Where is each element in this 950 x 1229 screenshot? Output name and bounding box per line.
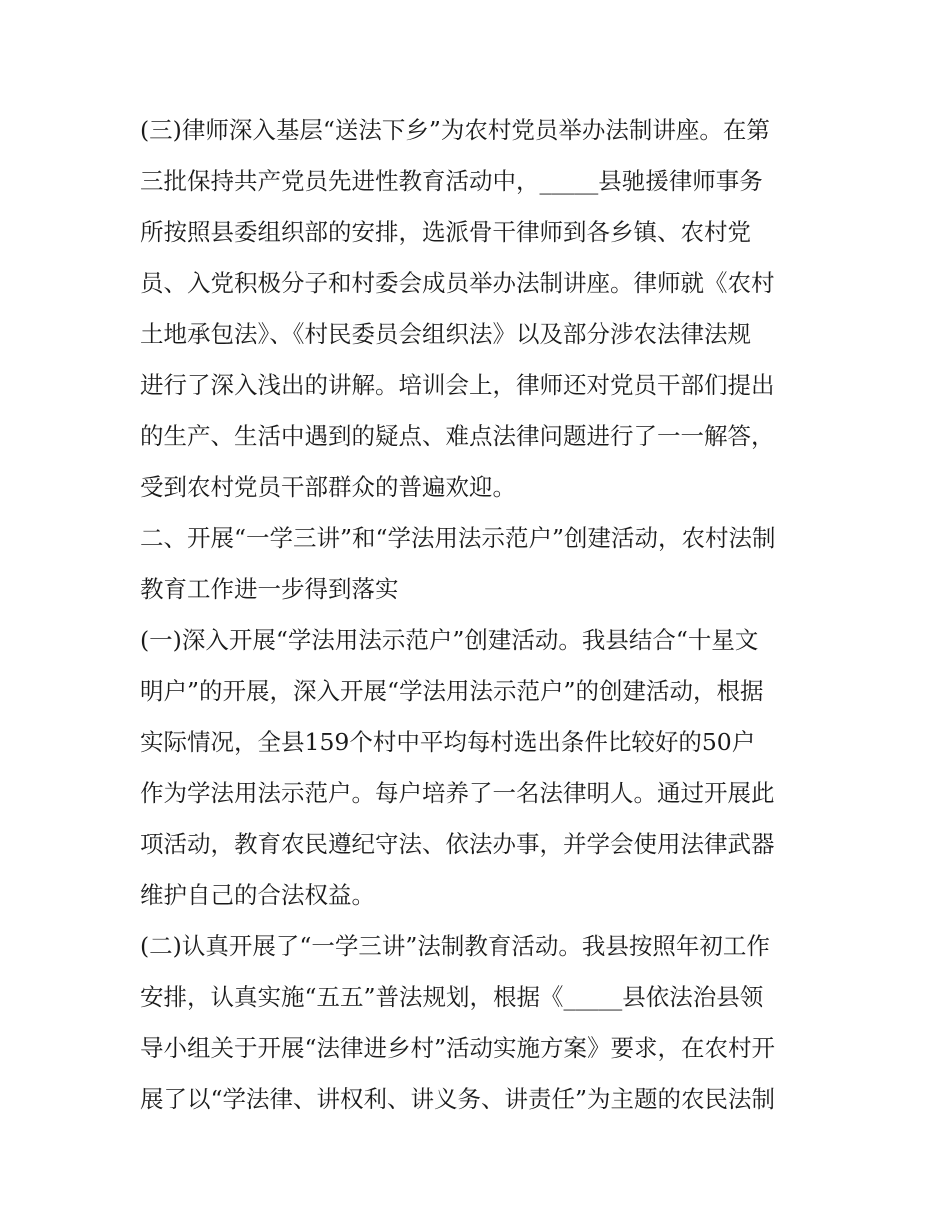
text-line: 实际情况，全县159个村中平均每村选出条件比较好的50户 [140, 728, 756, 756]
text-line: 导小组关于开展“法律进乡村”活动实施方案》要求，在农村开 [140, 1034, 776, 1062]
text-line: 土地承包法》、《村民委员会组织法》以及部分涉农法律法规 [140, 320, 751, 348]
text-line: 明户”的开展，深入开展“学法用法示范户”的创建活动，根据 [140, 677, 764, 705]
text-line: 安排，认真实施“五五”普法规划，根据《_____县依法治县领 [140, 983, 764, 1011]
text-line: 三批保持共产党员先进性教育活动中，_____县驰援律师事务 [140, 167, 763, 195]
text-line: 项活动，教育农民遵纪守法、依法办事，并学会使用法律武器 [140, 830, 775, 858]
text-line: (三)律师深入基层“送法下乡”为农村党员举办法制讲座。在第 [140, 116, 770, 144]
section-heading-line: 教育工作进一步得到落实 [140, 575, 399, 603]
section-heading-line: 二、开展“一学三讲”和“学法用法示范户”创建活动，农村法制 [140, 524, 776, 552]
text-line: 所按照县委组织部的安排，选派骨干律师到各乡镇、农村党 [140, 218, 751, 246]
document-body [140, 105, 820, 1125]
text-line: 进行了深入浅出的讲解。培训会上，律师还对党员干部们提出 [140, 371, 775, 399]
text-line: 受到农村党员干部群众的普遍欢迎。 [140, 473, 516, 501]
text-line: 员、入党积极分子和村委会成员举办法制讲座。律师就《农村 [140, 269, 775, 297]
text-line: 的生产、生活中遇到的疑点、难点法律问题进行了一一解答， [140, 422, 775, 450]
text-line: 展了以“学法律、讲权利、讲义务、讲责任”为主题的农民法制 [140, 1085, 776, 1113]
text-line: 维护自己的合法权益。 [140, 881, 375, 909]
text-line: (二)认真开展了“一学三讲”法制教育活动。我县按照年初工作 [140, 932, 770, 960]
text-line: 作为学法用法示范户。每户培养了一名法律明人。通过开展此 [140, 779, 775, 807]
text-line: (一)深入开展“学法用法示范户”创建活动。我县结合“十星文 [140, 626, 759, 654]
